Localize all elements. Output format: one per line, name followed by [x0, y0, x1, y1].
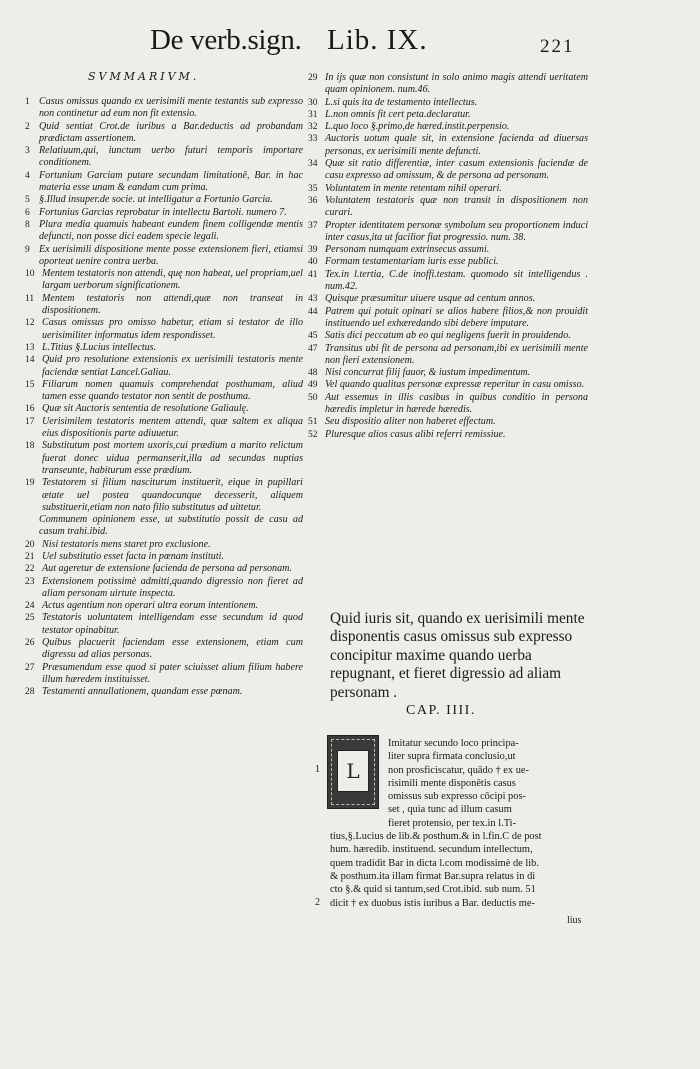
summary-entry — [25, 207, 303, 219]
entry-text: Quibus placuerit faciendam esse extensionem, etiam cum digressu ad alias personas. — [42, 637, 303, 661]
entry-text: Satis dici peccatum ab eo qui negligens fuerit in prouidendo. — [325, 330, 571, 342]
entry-text: L.non omnis fit cert peta.declaratur. — [325, 108, 471, 120]
entry-text: In ijs quæ non consistunt in solo animo magis attendi ueritatem quam opinionem. num.46. — [325, 72, 588, 96]
entry-text: Tex.in l.tertia, C.de inoffi.testam. quomodo sit intelligendus . num.42. — [325, 268, 588, 293]
entry-number: 52 — [308, 429, 318, 440]
entry-text: Filiarum nomen quamuis comprehendat posthumam, aliud tamen esse quando testator non sentit de posthuma. — [42, 378, 303, 403]
entry-text: Voluntatem in mente retentam nihil operari. — [325, 182, 502, 194]
entry-number: 34 — [308, 159, 318, 170]
entry-number: 14 — [25, 355, 35, 366]
summary-entry — [25, 477, 303, 514]
entry-text: §.Illud insuper.de socie. ut intelligatur a Fortunio Garcia. — [39, 194, 273, 206]
entry-number: 22 — [25, 564, 35, 575]
entry-text: Propter identitatem personæ symbolum seu proportionem induci inter casus,ita ut facilior fiat progressio. num. 38. — [325, 219, 588, 243]
entry-number: 21 — [25, 551, 35, 562]
summary-entry — [25, 317, 303, 342]
entry-text: Mentem testatoris non attendi,quæ non transeat in dispositionem. — [42, 292, 303, 317]
summary-entry — [25, 170, 303, 195]
entry-text: Communem opinionem esse, ut substitutio possit de casu ad casum trahi.ibid. — [39, 514, 303, 538]
summary-entry — [25, 145, 303, 170]
summary-entry — [25, 379, 303, 404]
summary-entry — [308, 269, 588, 294]
body-line: risimili mente disponētis casus — [388, 777, 516, 789]
entry-number: 35 — [308, 183, 318, 194]
entry-number: 6 — [25, 207, 30, 218]
running-title-left: De verb.sign. — [150, 24, 302, 56]
summary-entry — [308, 244, 588, 256]
entry-number — [25, 514, 39, 539]
summary-entry — [308, 330, 588, 342]
summary-entry — [25, 600, 303, 612]
margin-number: 2 — [315, 897, 320, 908]
summary-entry — [25, 612, 303, 637]
entry-number: 26 — [25, 638, 35, 649]
initial-letter: L — [337, 750, 369, 792]
entry-text: Fortunium Garciam putare secundam limitationē, Bar. in hac materia esse unam & eandam cum prima. — [39, 169, 303, 194]
summary-entry — [25, 686, 303, 698]
summary-entry — [308, 220, 588, 245]
summary-entry — [308, 392, 588, 417]
body-line: cto §.& quid si tantum,sed Crot.ibid. sub num. 51 — [330, 884, 536, 896]
entry-text: Substitutum post mortem uxoris,cui prædium a marito relictum fuerat donec uidua permanserit,illa ad secundas nuptias transeunte, habiturum esse prædium. — [42, 440, 303, 476]
summary-entry — [308, 133, 588, 158]
summary-entry — [25, 244, 303, 269]
summary-column-left — [25, 96, 303, 699]
entry-text: Nisi concurrat filij fauor, & iustum impedimentum. — [325, 367, 531, 379]
entry-text: Testamenti annullationem, quandam esse pœnam. — [42, 686, 243, 698]
entry-text: Pluresque alios casus alibi referri remissiue. — [325, 428, 506, 440]
entry-text: L.si quis ita de testamento intellectus. — [325, 96, 478, 108]
entry-text: Aut ageretur de extensione facienda de persona ad personam. — [42, 563, 292, 575]
entry-text: Casus omissus quando ex uerisimili mente testantis sub expresso non continetur ad eum non fit extensio. — [39, 96, 303, 120]
entry-text: Relatiuum,qui, iunctum uerbo futuri temporis importare conditionem. — [39, 145, 303, 169]
summary-entry — [308, 429, 588, 441]
catchword: lius — [567, 915, 582, 926]
entry-number: 32 — [308, 122, 318, 133]
entry-text: Personam numquam extrinsecus assumi. — [325, 244, 490, 256]
summary-entry — [25, 342, 303, 354]
entry-number: 15 — [25, 379, 35, 390]
entry-text: Extensionem potissimè admitti,quando digressio non fieret ad aliam personam uirtute inspecta. — [42, 575, 303, 599]
page-number: 221 — [540, 36, 575, 57]
entry-number: 28 — [25, 687, 35, 698]
entry-number: 12 — [25, 318, 35, 329]
body-line: dicit † ex duobus istis iuribus a Bar. deductis me- — [330, 897, 535, 909]
entry-text: Transitus ubi fit de persona ad personam,ibi ex uerisimili mente non fieri extensionem. — [325, 342, 588, 366]
body-line: & posthum.ita illam firmat Bar.supra relatus in di — [330, 870, 536, 882]
entry-text: Casus omissus pro omisso habetur, etiam si testator de illo uerisimiliter informatus idem respondisset. — [42, 317, 303, 341]
entry-number: 19 — [25, 478, 35, 489]
body-line: non prosficiscatur, quādo † ex ue- — [388, 764, 529, 776]
entry-text: Auctoris uotum quale sit, in extensione facienda ad diuersas personas, ex uerisimili mente defuncti. — [325, 133, 588, 157]
summary-entry — [308, 256, 588, 268]
entry-text: L.Titius §.Lucius intellectus. — [42, 341, 157, 353]
entry-number: 11 — [25, 293, 35, 304]
entry-number: 13 — [25, 342, 35, 353]
entry-number: 31 — [308, 109, 318, 120]
entry-number: 10 — [25, 269, 35, 280]
summary-entry — [25, 219, 303, 244]
entry-text: Patrem qui potuit opinari se alios habere filios,& non prouidit instituendo uel exhæredando sibi debere imputare. — [325, 305, 588, 329]
entry-text: Aut essemus in illis casibus in quibus conditio in persona hæredis impletur in hærede hæredis. — [325, 391, 588, 416]
entry-number: 48 — [308, 368, 318, 379]
body-line: liter supra firmata conclusio,ut — [388, 751, 516, 763]
entry-number: 36 — [308, 195, 318, 206]
summary-entry — [25, 96, 303, 121]
body-line: hum. hæredib. instituend. secundum intellectum, — [330, 844, 533, 856]
entry-text: Quæ sit ratio differentiæ, inter casum extensionis faciendæ de casu expresso ad omissum, & de persona ad personam. — [325, 158, 588, 182]
summary-entry — [308, 379, 588, 391]
entry-number: 8 — [25, 219, 30, 230]
entry-text: Vel quando qualitas personæ expressæ reperitur in casu omisso. — [325, 379, 585, 391]
entry-number: 23 — [25, 576, 35, 587]
entry-text: Testatoris uoluntatem intelligendam esse secundum id quod testator opinabitur. — [42, 612, 303, 636]
entry-number: 25 — [25, 613, 35, 624]
body-line: fieret protensio, per tex.in l.Ti- — [388, 817, 517, 829]
entry-number: 20 — [25, 539, 35, 550]
entry-number: 44 — [308, 306, 318, 317]
entry-number: 33 — [308, 134, 318, 145]
body-line: set , quia tunc ad illum casum — [388, 804, 512, 816]
entry-number: 49 — [308, 380, 318, 391]
summary-entry — [25, 539, 303, 551]
entry-number: 50 — [308, 392, 318, 403]
entry-text: Plura media quamuis habeant eundem finem colligendæ mentis defuncti, non posse dici eadem specie legali. — [39, 218, 303, 243]
summary-entry — [308, 72, 588, 97]
entry-number: 18 — [25, 441, 35, 452]
summary-entry — [25, 637, 303, 662]
body-line: Imitatur secundo loco principa- — [388, 738, 519, 749]
summary-entry — [25, 403, 303, 415]
summary-entry — [25, 293, 303, 318]
entry-number: 39 — [308, 245, 318, 256]
summary-entry — [25, 662, 303, 687]
entry-text: Actus agentium non operari ultra eorum intentionem. — [42, 600, 259, 612]
summary-entry — [308, 121, 588, 133]
entry-text: Quæ sit Auctoris sententia de resolutione Galiaulę. — [42, 403, 249, 415]
summary-entry — [308, 109, 588, 121]
summary-entry — [25, 576, 303, 601]
summary-entry — [308, 195, 588, 220]
entry-text: Ex uerisimili dispositione mente posse extensionem fieri, etiamsi oporteat uenire contra uerba. — [39, 243, 303, 267]
entry-text: L.quo loco §.primo,de hæred.instit.perpensio. — [325, 121, 510, 133]
summary-entry — [25, 563, 303, 575]
summary-entry — [308, 97, 588, 109]
summary-entry — [25, 354, 303, 379]
summary-entry — [308, 183, 588, 195]
summarium-heading: SVMMARIVM. — [88, 70, 200, 83]
entry-number: 9 — [25, 244, 30, 255]
section-title: Quid iuris sit, quando ex uerisimili mente disponentis casus omissus sub expresso concipitur maxime quando uerba repugnant, et fieret digressio ad aliam personam . — [330, 610, 585, 701]
entry-text: Fortunius Garcias reprobatur in intellectu Bartoli. numero 7. — [39, 206, 287, 218]
entry-text: Uerisimilem testatoris mentem attendi, quæ saltem ex aliqua eius dispositionis parte adiuuetur. — [42, 415, 303, 440]
entry-text: Voluntatem testatoris quæ non transit in dispositionem non curari. — [325, 194, 588, 219]
entry-number: 37 — [308, 220, 318, 231]
summary-entry — [308, 343, 588, 368]
entry-number: 41 — [308, 269, 318, 280]
chapter-body — [330, 737, 585, 910]
entry-text: Uel substitutio esset facta in pœnam instituti. — [42, 550, 224, 562]
entry-number: 16 — [25, 404, 35, 415]
entry-text: Nisi testatoris mens staret pro exclusione. — [42, 538, 211, 550]
entry-number: 2 — [25, 121, 30, 132]
entry-number: 30 — [308, 97, 318, 108]
summary-entry — [308, 293, 588, 305]
body-line: quem tradidit Bar in dicta l.com modissimè de lib. — [330, 857, 539, 869]
summary-entry — [25, 194, 303, 206]
entry-number: 43 — [308, 294, 318, 305]
running-title-right: Lib. IX. — [327, 24, 428, 56]
chapter-heading: CAP. IIII. — [406, 703, 476, 718]
entry-number: 4 — [25, 170, 30, 181]
summary-entry — [25, 268, 303, 293]
summary-entry — [308, 158, 588, 183]
summary-entry — [25, 551, 303, 563]
entry-text: Seu dispositio aliter non haberet effectum. — [325, 416, 496, 428]
entry-text: Quid sentiat Crot.de iuribus a Bar.deductis ad probandam prædictam assertionem. — [39, 120, 303, 144]
entry-number: 3 — [25, 146, 30, 157]
margin-number: 1 — [315, 764, 320, 775]
entry-number: 40 — [308, 257, 318, 268]
summary-entry — [25, 440, 303, 477]
summary-column-right — [308, 72, 588, 441]
entry-text: Testatorem si filium nasciturum instituerit, eique in pupillari ætate uel postea quandocunque decesserit, aliquem substituerit,etiam non nato filio substitutus ad uittetur. — [42, 477, 303, 513]
body-line: omissus sub expresso cōcipi pos- — [388, 791, 526, 803]
entry-text: Quisque præsumitur uiuere usque ad centum annos. — [325, 293, 536, 305]
entry-number: 24 — [25, 601, 35, 612]
entry-number: 17 — [25, 416, 35, 427]
entry-number: 5 — [25, 195, 30, 206]
body-line: tius,§.Lucius de lib.& posthum.& in l.fin.C de post — [330, 831, 542, 843]
entry-number: 47 — [308, 343, 318, 354]
summary-entry — [308, 367, 588, 379]
summary-entry — [308, 416, 588, 428]
entry-text: Formam testamentariam iuris esse publici. — [325, 256, 499, 268]
summary-entry — [25, 121, 303, 146]
entry-text: Præsumendum esse quod si pater sciuisset alium filium habere illum hæredem instituisset. — [42, 661, 303, 685]
entry-text: Mentem testatoris non attendi, quę non habeat, uel propriam,uel largam uerborum significationem. — [42, 268, 303, 292]
entry-number: 1 — [25, 97, 30, 107]
entry-text: Quid pro resolutione extensionis ex uerisimili testatoris mente faciendæ sentiat Lancel.Galiau. — [42, 354, 303, 378]
summary-entry — [25, 416, 303, 441]
entry-number: 29 — [308, 73, 318, 83]
summary-entry — [308, 306, 588, 331]
entry-number: 27 — [25, 662, 35, 673]
entry-number: 51 — [308, 417, 318, 428]
entry-number: 45 — [308, 331, 318, 342]
summary-entry — [25, 514, 303, 539]
